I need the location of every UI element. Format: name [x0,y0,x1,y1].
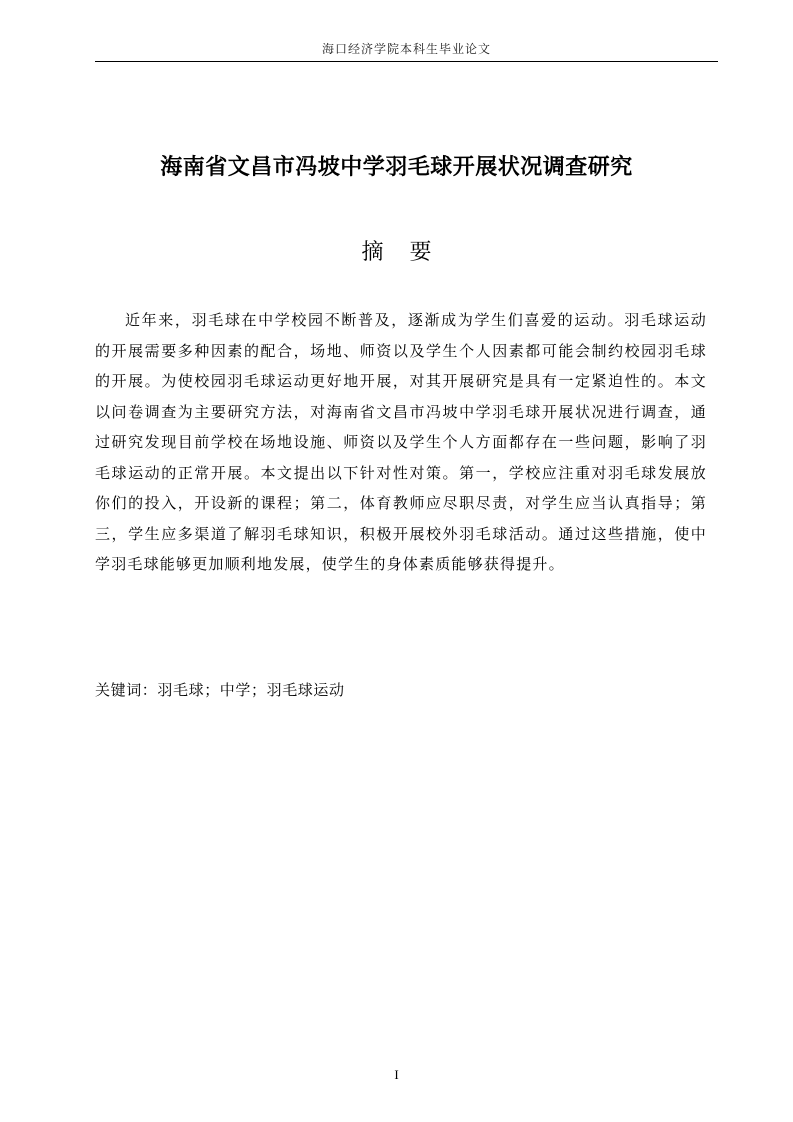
document-title: 海南省文昌市冯坡中学羽毛球开展状况调查研究 [160,155,633,180]
abstract-paragraph: 近年来，羽毛球在中学校园不断普及，逐渐成为学生们喜爱的运动。羽毛球运动的开展需要多种因素的配合，场地、师资以及学生个人因素都可能会制约校园羽毛球的开展。为使校园羽毛球运动更好地开展，对其开展研究是具有一定紧迫性的。本文以问卷调查为主要研究方法，对海南省文昌市冯坡中学羽毛球开展状况进行调查，通过研究发现目前学校在场地设施、师资以及学生个人方面都存在一些问题，影响了羽毛球运动的正常开展。本文提出以下针对性对策。第一，学校应注重对羽毛球发展放你们的投入，开设新的课程；第二，体育教师应尽职尽责，对学生应当认真指导；第三，学生应多渠道了解羽毛球知识，积极开展校外羽毛球活动。通过这些措施，使中学羽毛球能够更加顺利地发展，使学生的身体素质能够获得提升。 [95,311,707,573]
abstract-heading: 摘要 [361,240,458,265]
keywords-line [95,678,707,702]
header-divider [95,61,718,62]
keywords-value: 羽毛球；中学；羽毛球运动 [157,681,345,699]
running-header: 海口经济学院本科生毕业论文 [321,42,491,56]
keywords-label: 关键词： [95,681,158,699]
page-number: I [394,1067,399,1082]
